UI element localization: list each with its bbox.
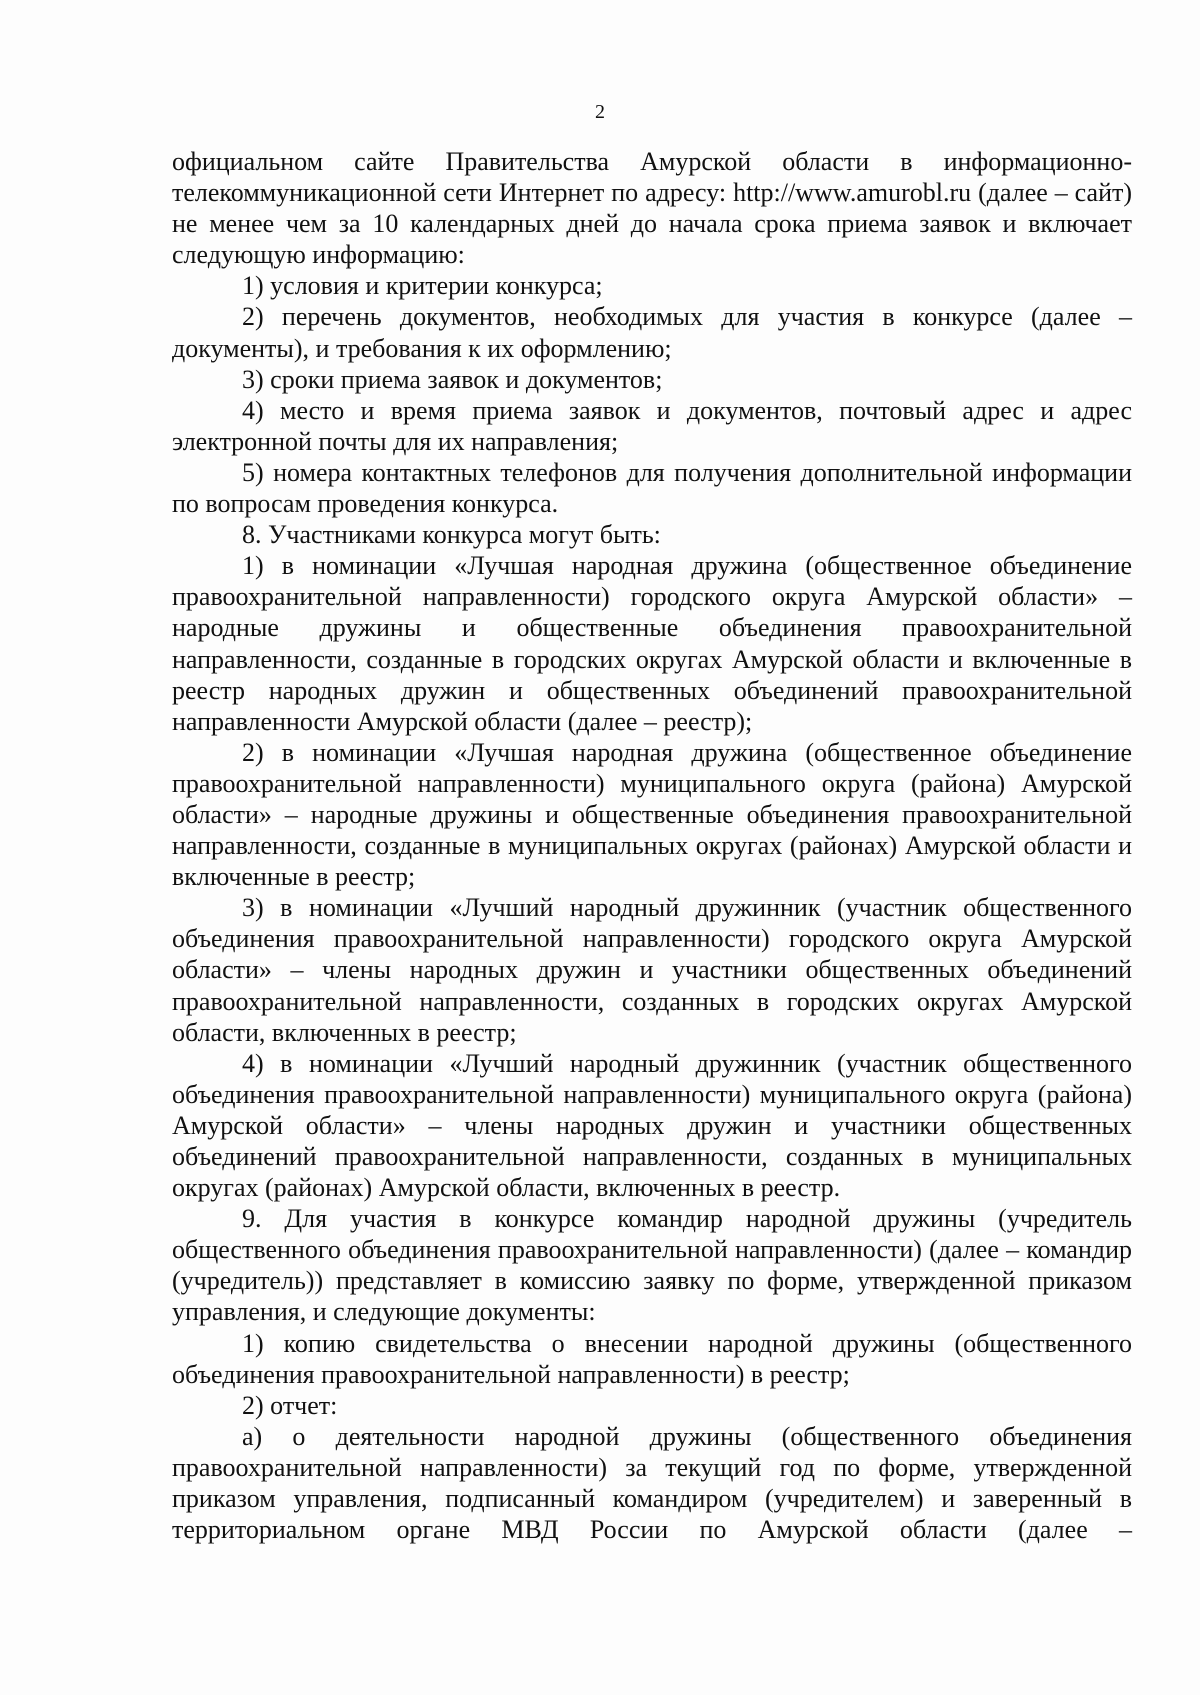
clause-8-heading: 8. Участниками конкурса могут быть: [242, 520, 661, 550]
clause-9-item-2: 2) отчет: [242, 1390, 338, 1420]
clause-9-item-1: 1) копию свидетельства о внесении народной дружины (общественного объединения правоохранительной направленности) в реестр; [172, 1328, 1132, 1389]
clause-9: 9. Для участия в конкурсе командир народной дружины (учредитель общественного объединения правоохранительной направленности) (далее – командир (учредитель)) представляет в комиссию заявку по форме, утвержденной приказом управления, и следующие документы: [172, 1204, 1132, 1327]
list-item-conditions: 1) условия и критерии конкурса; [242, 271, 603, 301]
clause-9-item-2a: а) о деятельности народной дружины (общественного объединения правоохранительной направленности) за текущий год по форме, утвержденной приказом управления, подписанный командиром (учредителем) и заверенный в территориальном органе МВД России по Амурской области (далее – [172, 1421, 1132, 1545]
clause-8-item-1: 1) в номинации «Лучшая народная дружина (общественное объединение правоохранительной направленности) городского округа Амурской области» – народные дружины и общественные объединения правоохранительной направленности, созданные в городских округах Амурской области и включенные в реестр народных дружин и общественных объединений правоохранительной направленности Амурской области (далее – реестр); [172, 551, 1132, 736]
document-body [172, 146, 1132, 1545]
clause-8-item-3: 3) в номинации «Лучший народный дружинник (участник общественного объединения правоохранительной направленности) городского округа Амурской области» – члены народных дружин и участники общественных объединений правоохранительной направленности, созданных в городских округах Амурской области, включенных в реестр; [172, 893, 1132, 1047]
list-item-phones: 5) номера контактных телефонов для получения дополнительной информации по вопросам проведения конкурса. [172, 457, 1132, 519]
clause-8-item-4: 4) в номинации «Лучший народный дружинник (участник общественного объединения правоохранительной направленности) муниципального округа (района) Амурской области» – члены народных дружин и участники общественных объединений правоохранительной направленности, созданных в муниципальных округах (районах) Амурской области, включенных в реестр. [172, 1048, 1132, 1203]
list-item-place-time: 4) место и время приема заявок и документов, почтовый адрес и адрес электронной почты для их направления; [172, 395, 1132, 456]
paragraph-site-publication: официальном сайте Правительства Амурской области в информационно-телекоммуникационной сети Интернет по адресу: http://www.amurobl.ru (далее – сайт) не менее чем за 10 календарных дней до начала срока приема заявок и включает следующую информацию: [172, 147, 1132, 270]
list-item-documents: 2) перечень документов, необходимых для участия в конкурсе (далее – документы), и требования к их оформлению; [172, 302, 1132, 363]
clause-8-item-2: 2) в номинации «Лучшая народная дружина (общественное объединение правоохранительной направленности) муниципального округа (района) Амурской области» – народные дружины и общественные объединения правоохранительной направленности, созданные в муниципальных округах (районах) Амурской области и включенные в реестр; [172, 737, 1132, 892]
list-item-deadlines: 3) сроки приема заявок и документов; [242, 364, 663, 394]
page-number: 2 [595, 101, 605, 123]
